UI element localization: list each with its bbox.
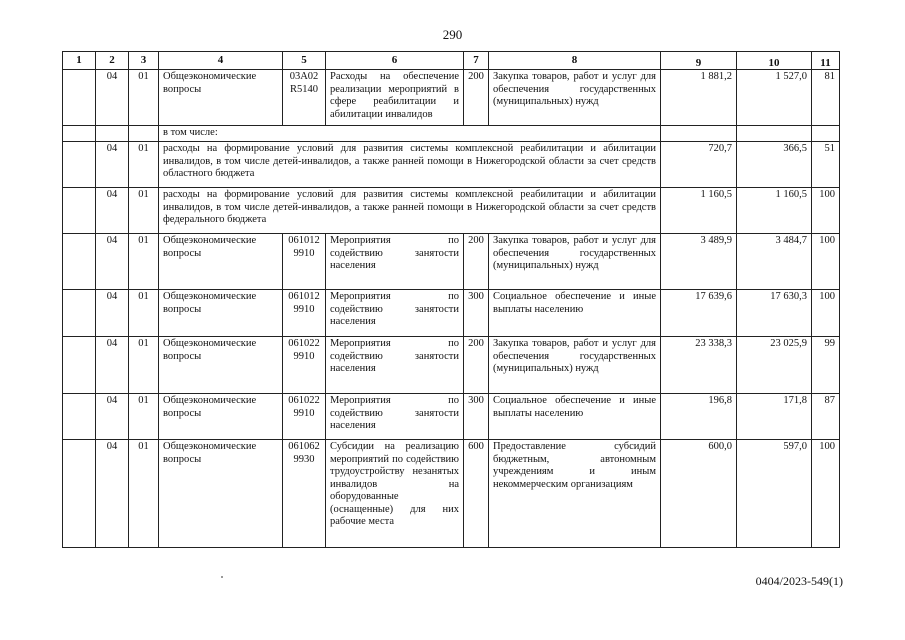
cell-plan xyxy=(661,126,737,142)
cell-col1 xyxy=(63,394,96,440)
column-header: 5 xyxy=(283,52,326,70)
cell-subsection: 01 xyxy=(129,234,159,290)
cell-expense-type-name: Социальное обеспечение и иные выплаты населению xyxy=(489,394,661,440)
column-header: 6 xyxy=(326,52,464,70)
budget-table xyxy=(62,51,840,548)
header-row xyxy=(63,52,840,70)
cell-col1 xyxy=(63,126,96,142)
cell-subsection: 01 xyxy=(129,142,159,188)
cell-expense-type-name: Закупка товаров, работ и услуг для обеспечения государственных (муниципальных) нужд xyxy=(489,70,661,126)
table-row xyxy=(63,234,840,290)
cell-percent: 51 xyxy=(812,142,840,188)
cell-section-name: Общеэкономические вопросы xyxy=(159,70,283,126)
column-header: 4 xyxy=(159,52,283,70)
table-row xyxy=(63,394,840,440)
column-header: 2 xyxy=(96,52,129,70)
cell-expense-type: 200 xyxy=(464,70,489,126)
cell-plan: 720,7 xyxy=(661,142,737,188)
column-header: 3 xyxy=(129,52,159,70)
cell-percent: 100 xyxy=(812,440,840,548)
cell-percent: 87 xyxy=(812,394,840,440)
cell-section-name: Общеэкономические вопросы xyxy=(159,290,283,337)
cell-actual xyxy=(737,126,812,142)
cell-section: 04 xyxy=(96,394,129,440)
cell-article-name: Расходы на обеспечение реализации мероприятий в сфере реабилитации и абилитации инвалидов xyxy=(326,70,464,126)
cell-percent: 100 xyxy=(812,188,840,234)
cell-percent: 100 xyxy=(812,290,840,337)
cell-subsection: 01 xyxy=(129,70,159,126)
cell-expense-type-name: Предоставление субсидий бюджетным, автономным учреждениям и иным некоммерческим организациям xyxy=(489,440,661,548)
cell-subsection: 01 xyxy=(129,394,159,440)
cell-section: 04 xyxy=(96,70,129,126)
cell-article-name: Мероприятия по содействию занятости населения xyxy=(326,337,464,394)
cell-plan: 600,0 xyxy=(661,440,737,548)
cell-plan: 3 489,9 xyxy=(661,234,737,290)
cell-subsection: 01 xyxy=(129,440,159,548)
cell-article-name: Мероприятия по содействию занятости населения xyxy=(326,394,464,440)
cell-description: расходы на формирование условий для развития системы комплексной реабилитации и абилитации инвалидов, в том числе детей-инвалидов, а также ранней помощи в Нижегородской области за счет средств федерального бюджета xyxy=(159,188,661,234)
cell-expense-type: 200 xyxy=(464,234,489,290)
cell-target-article: 061062 9930 xyxy=(283,440,326,548)
table-row xyxy=(63,142,840,188)
cell-expense-type: 200 xyxy=(464,337,489,394)
cell-description: расходы на формирование условий для развития системы комплексной реабилитации и абилитации инвалидов, в том числе детей-инвалидов, а также ранней помощи в Нижегородской области за счет средств областного бюджета xyxy=(159,142,661,188)
cell-expense-type: 300 xyxy=(464,394,489,440)
cell-col1 xyxy=(63,290,96,337)
cell-col1 xyxy=(63,188,96,234)
cell-actual: 1 160,5 xyxy=(737,188,812,234)
cell-actual: 3 484,7 xyxy=(737,234,812,290)
cell-percent: 100 xyxy=(812,234,840,290)
cell-percent: 81 xyxy=(812,70,840,126)
cell-expense-type-name: Закупка товаров, работ и услуг для обеспечения государственных (муниципальных) нужд xyxy=(489,234,661,290)
cell-subsection xyxy=(129,126,159,142)
scan-speck xyxy=(221,576,223,578)
cell-section-name: Общеэкономические вопросы xyxy=(159,337,283,394)
document-code: 0404/2023-549(1) xyxy=(755,574,843,588)
cell-col1 xyxy=(63,234,96,290)
cell-plan: 196,8 xyxy=(661,394,737,440)
table-row xyxy=(63,440,840,548)
cell-actual: 1 527,0 xyxy=(737,70,812,126)
cell-target-article: 061022 9910 xyxy=(283,394,326,440)
table-row xyxy=(63,337,840,394)
cell-article-name: Субсидии на реализацию мероприятий по содействию трудоустройству незанятых инвалидов на оборудованные (оснащенные) для них рабочие места xyxy=(326,440,464,548)
cell-section xyxy=(96,126,129,142)
column-header: 7 xyxy=(464,52,489,70)
cell-section-name: Общеэкономические вопросы xyxy=(159,394,283,440)
cell-section: 04 xyxy=(96,234,129,290)
column-header: 9 xyxy=(661,52,737,70)
column-header: 8 xyxy=(489,52,661,70)
cell-subsection: 01 xyxy=(129,188,159,234)
cell-actual: 17 630,3 xyxy=(737,290,812,337)
cell-col1 xyxy=(63,440,96,548)
table-row xyxy=(63,290,840,337)
cell-target-article: 061022 9910 xyxy=(283,337,326,394)
cell-actual: 171,8 xyxy=(737,394,812,440)
column-header: 1 xyxy=(63,52,96,70)
column-header: 11 xyxy=(812,52,840,70)
cell-target-article: 061012 9910 xyxy=(283,234,326,290)
cell-article-name: Мероприятия по содействию занятости населения xyxy=(326,290,464,337)
table-row xyxy=(63,126,840,142)
cell-actual: 597,0 xyxy=(737,440,812,548)
cell-plan: 1 160,5 xyxy=(661,188,737,234)
subtotal-label: в том числе: xyxy=(159,126,661,142)
column-header: 10 xyxy=(737,52,812,70)
cell-expense-type: 300 xyxy=(464,290,489,337)
cell-plan: 23 338,3 xyxy=(661,337,737,394)
cell-section: 04 xyxy=(96,337,129,394)
cell-percent: 99 xyxy=(812,337,840,394)
cell-expense-type-name: Социальное обеспечение и иные выплаты населению xyxy=(489,290,661,337)
cell-section: 04 xyxy=(96,188,129,234)
cell-plan: 17 639,6 xyxy=(661,290,737,337)
cell-subsection: 01 xyxy=(129,337,159,394)
page-number: 290 xyxy=(442,27,463,42)
cell-section: 04 xyxy=(96,142,129,188)
cell-subsection: 01 xyxy=(129,290,159,337)
cell-section: 04 xyxy=(96,290,129,337)
table-row xyxy=(63,188,840,234)
cell-section-name: Общеэкономические вопросы xyxy=(159,234,283,290)
table-row xyxy=(63,70,840,126)
cell-expense-type: 600 xyxy=(464,440,489,548)
cell-article-name: Мероприятия по содействию занятости населения xyxy=(326,234,464,290)
cell-actual: 366,5 xyxy=(737,142,812,188)
cell-expense-type-name: Закупка товаров, работ и услуг для обеспечения государственных (муниципальных) нужд xyxy=(489,337,661,394)
cell-col1 xyxy=(63,142,96,188)
cell-target-article: 03А02 R5140 xyxy=(283,70,326,126)
cell-section: 04 xyxy=(96,440,129,548)
cell-col1 xyxy=(63,70,96,126)
cell-target-article: 061012 9910 xyxy=(283,290,326,337)
cell-col1 xyxy=(63,337,96,394)
cell-actual: 23 025,9 xyxy=(737,337,812,394)
cell-percent xyxy=(812,126,840,142)
cell-plan: 1 881,2 xyxy=(661,70,737,126)
cell-section-name: Общеэкономические вопросы xyxy=(159,440,283,548)
